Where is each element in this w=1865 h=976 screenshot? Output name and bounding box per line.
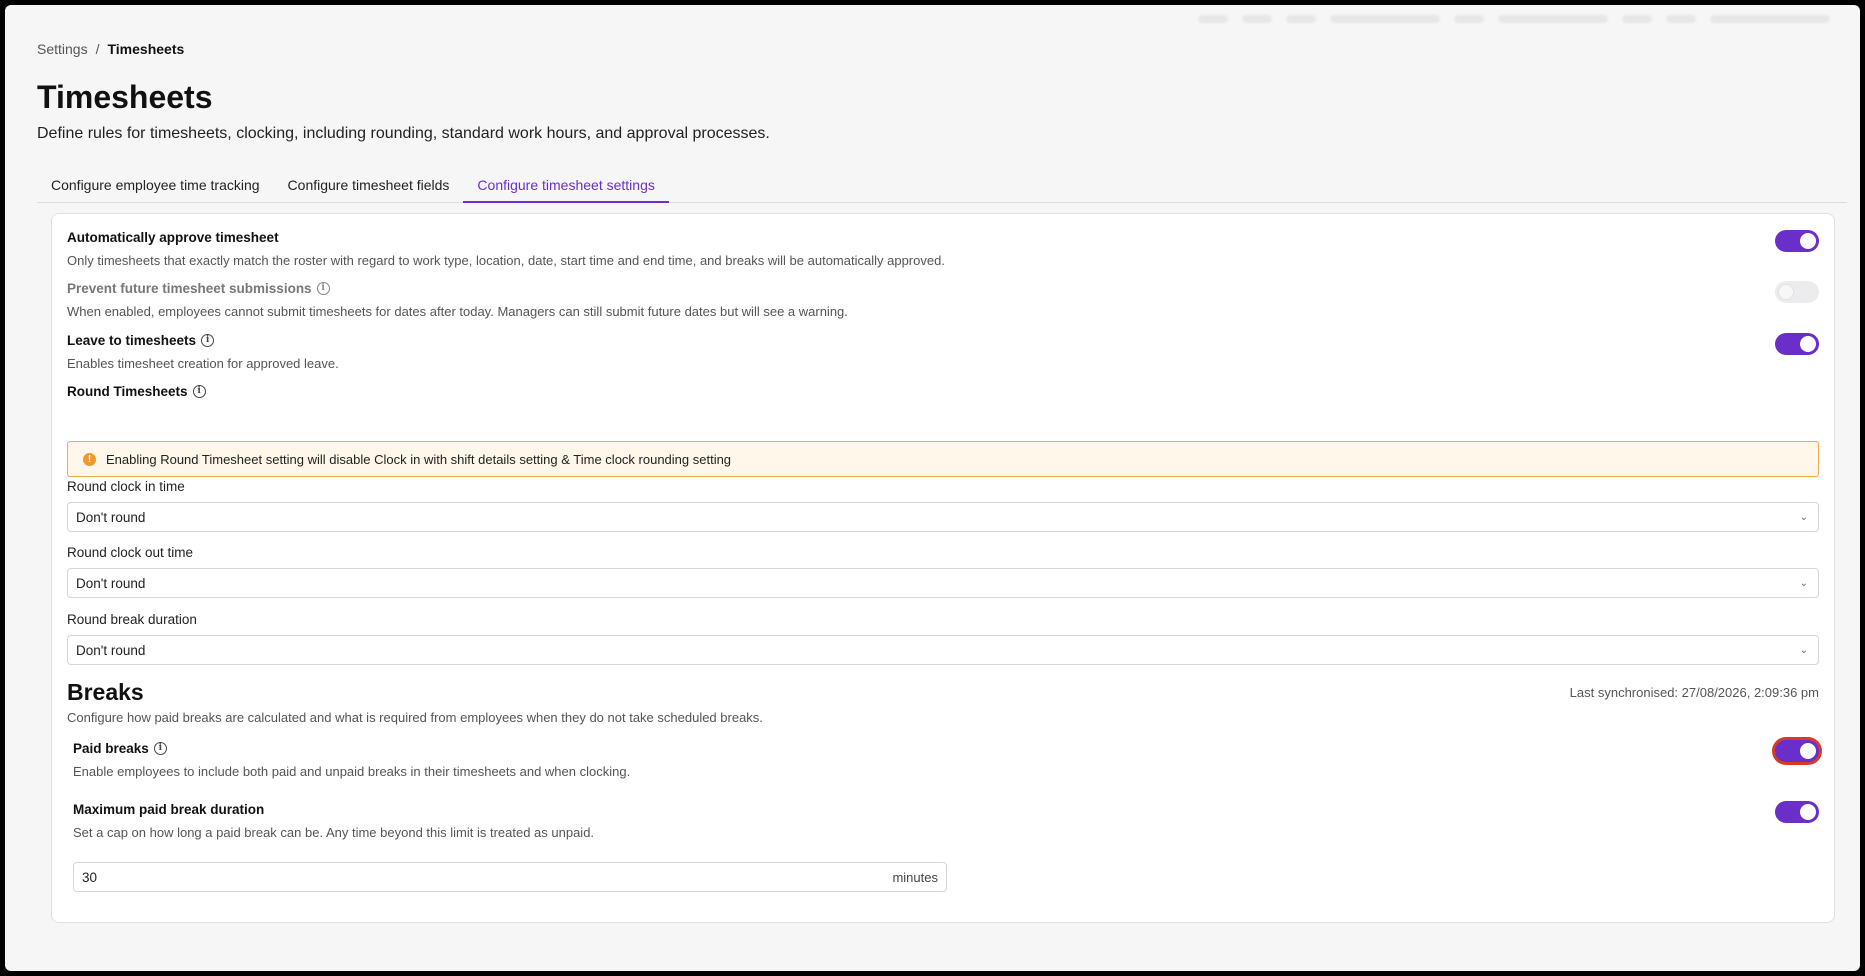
tab-timesheet-settings[interactable]: Configure timesheet settings xyxy=(463,169,668,203)
top-nav-placeholder xyxy=(1090,15,1830,25)
prevent-future-description: When enabled, employees cannot submit timesheets for dates after today. Managers can still submit future dates but will see a warning. xyxy=(67,304,848,319)
warning-icon: ! xyxy=(83,453,96,466)
paid-breaks-description: Enable employees to include both paid and unpaid breaks in their timesheets and when clocking. xyxy=(73,764,631,779)
paid-breaks-title-row xyxy=(73,741,1819,756)
chevron-down-icon: ⌄ xyxy=(1799,644,1808,656)
leave-title: Leave to timesheets xyxy=(67,333,197,348)
paid-breaks-setting xyxy=(73,741,1819,779)
max-paid-break-value: 30 xyxy=(82,869,98,885)
max-paid-break-title: Maximum paid break duration xyxy=(73,802,265,817)
round-clock-out-select[interactable] xyxy=(67,568,1819,598)
prevent-future-toggle[interactable] xyxy=(1775,281,1819,303)
round-clock-in-label: Round clock in time xyxy=(67,479,185,494)
prevent-future-title: Prevent future timesheet submissions xyxy=(67,281,312,296)
round-clock-out-label: Round clock out time xyxy=(67,545,194,560)
auto-approve-description: Only timesheets that exactly match the roster with regard to work type, location, date, start time and end time, and breaks will be automatically approved. xyxy=(67,253,945,268)
round-clock-in-value: Don't round xyxy=(76,509,146,525)
chevron-down-icon: ⌄ xyxy=(1799,511,1808,523)
tab-timesheet-fields[interactable]: Configure timesheet fields xyxy=(287,177,450,193)
max-paid-break-input[interactable] xyxy=(73,862,947,892)
chevron-down-icon: ⌄ xyxy=(1799,577,1808,589)
round-break-value: Don't round xyxy=(76,642,146,658)
info-icon[interactable]: i xyxy=(317,282,330,295)
round-clock-in-field xyxy=(67,479,1819,532)
breaks-section-header xyxy=(67,679,1819,725)
auto-approve-toggle[interactable] xyxy=(1775,230,1819,252)
minutes-unit-label: minutes xyxy=(892,869,938,885)
page-title: Timesheets xyxy=(37,79,213,115)
app-window xyxy=(5,5,1860,971)
tab-bar xyxy=(37,169,1847,203)
max-paid-break-toggle[interactable] xyxy=(1775,801,1819,823)
paid-breaks-toggle[interactable] xyxy=(1775,740,1819,762)
round-timesheets-header xyxy=(67,384,1819,399)
round-clock-out-value: Don't round xyxy=(76,575,146,591)
auto-approve-title: Automatically approve timesheet xyxy=(67,230,279,245)
round-warning-banner xyxy=(67,441,1819,477)
round-break-select[interactable] xyxy=(67,635,1819,665)
leave-title-row xyxy=(67,333,1819,348)
prevent-future-setting xyxy=(67,281,1819,319)
breadcrumb-settings-link[interactable]: Settings xyxy=(37,41,88,57)
leave-description: Enables timesheet creation for approved leave. xyxy=(67,356,339,371)
breadcrumb-current: Timesheets xyxy=(107,41,185,57)
round-clock-out-field xyxy=(67,545,1819,598)
breaks-description: Configure how paid breaks are calculated and what is required from employees when they do not take scheduled breaks. xyxy=(67,710,763,725)
info-icon[interactable]: i xyxy=(193,385,206,398)
round-title-row xyxy=(67,384,1819,399)
paid-breaks-title: Paid breaks xyxy=(73,741,149,756)
leave-to-timesheets-toggle[interactable] xyxy=(1775,333,1819,355)
auto-approve-setting xyxy=(67,230,1819,268)
info-icon[interactable]: i xyxy=(154,742,167,755)
prevent-future-title-row xyxy=(67,281,1819,296)
round-break-field xyxy=(67,612,1819,665)
breadcrumb xyxy=(37,41,184,57)
max-paid-break-description: Set a cap on how long a paid break can be. Any time beyond this limit is treated as unpaid. xyxy=(73,825,595,840)
page-description: Define rules for timesheets, clocking, including rounding, standard work hours, and approval processes. xyxy=(37,125,770,142)
max-paid-break-setting xyxy=(73,802,1819,840)
round-break-label: Round break duration xyxy=(67,612,197,627)
round-clock-in-select[interactable] xyxy=(67,502,1819,532)
leave-to-timesheets-setting xyxy=(67,333,1819,371)
last-synchronised: Last synchronised: 27/08/2026, 2:09:36 pm xyxy=(1569,685,1819,700)
settings-card xyxy=(51,213,1835,923)
round-warning-text: Enabling Round Timesheet setting will disable Clock in with shift details setting & Time clock rounding setting xyxy=(106,451,732,467)
breaks-title: Breaks xyxy=(67,679,144,705)
tab-employee-time-tracking[interactable]: Configure employee time tracking xyxy=(51,177,260,193)
breadcrumb-separator: / xyxy=(95,41,100,57)
info-icon[interactable]: i xyxy=(201,334,214,347)
round-timesheets-title: Round Timesheets xyxy=(67,384,188,399)
